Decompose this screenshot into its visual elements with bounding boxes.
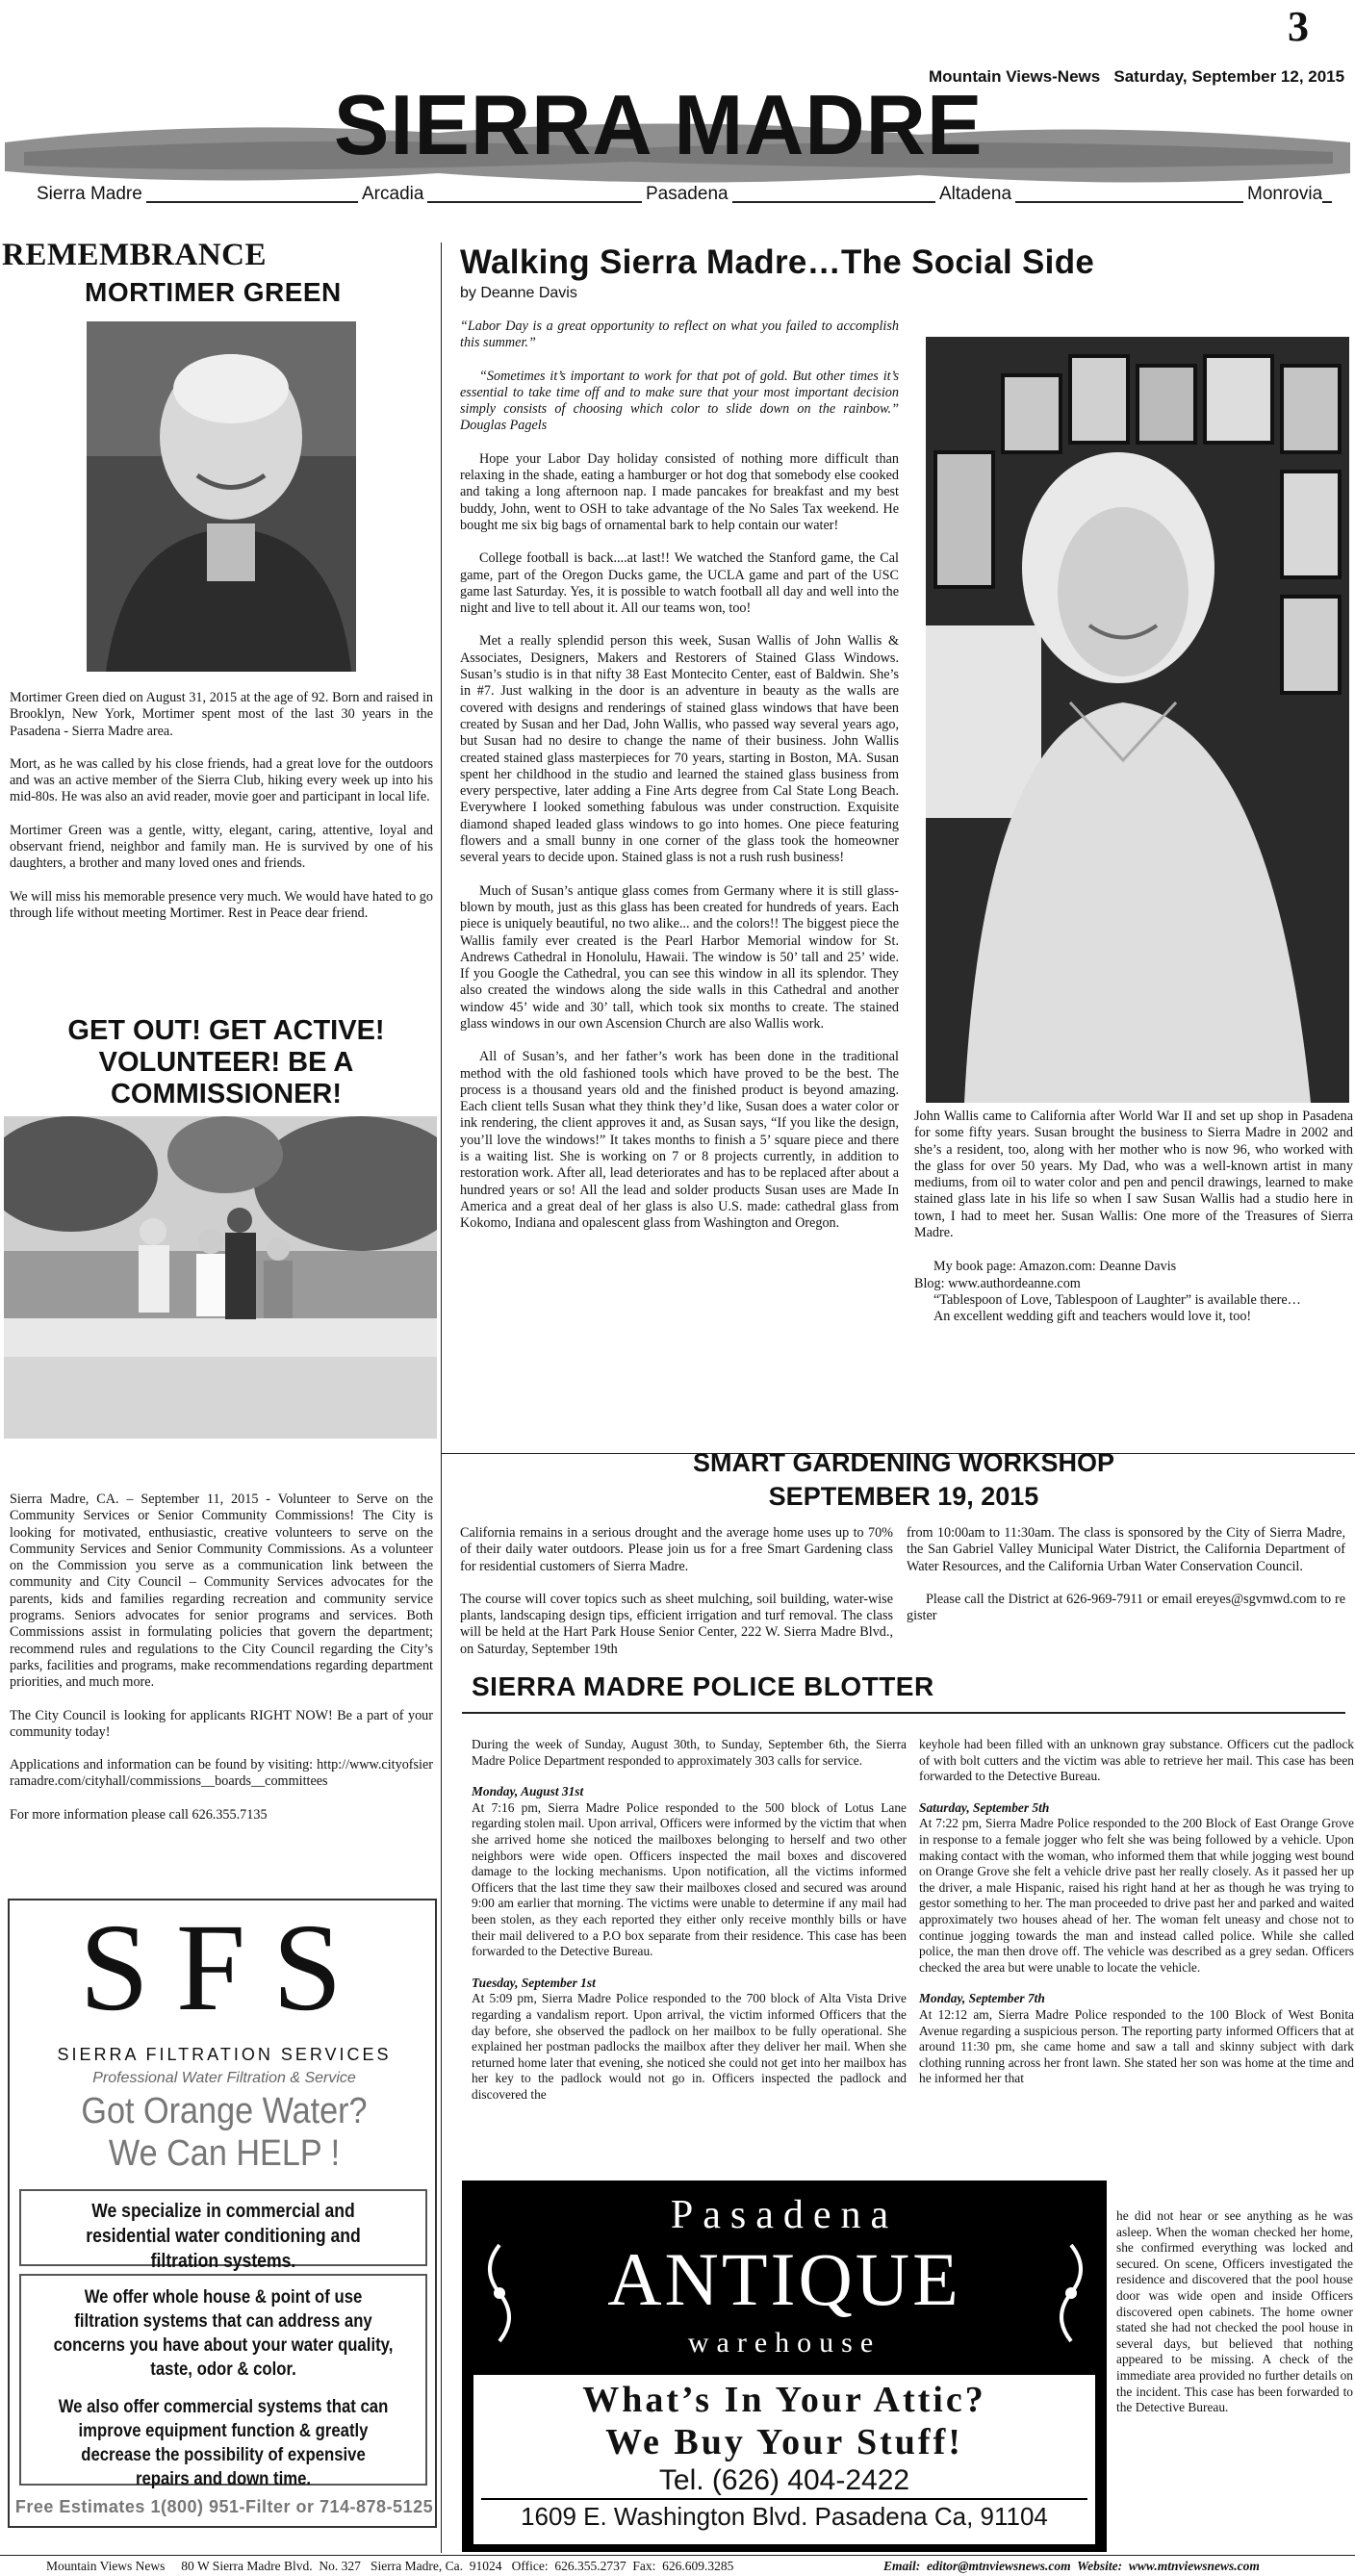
sfs-box-specialize — [19, 2189, 427, 2272]
sfs-commercial-text: We also offer commercial systems that can improve equipment function & greatly decrease the possibility of expensive repairs and down time. — [58, 2397, 389, 2489]
antique-attic: What’s In Your Attic? — [582, 2380, 986, 2420]
volunteer-paragraph: Sierra Madre, CA. – September 11, 2015 - Volunteer to Serve on the Community Services or Senior Community Commissions! The City is looking for motivated, enthusiastic, creative volunteers to serve on the Community Services and Senior Community Commissions. As a volunteer on the Commission you serve as a communication link between the community and City Council – Community Services advocates for the parents, kids and families regarding recreation and community service programs. Seniors advocates for senior programs and services. Both Commissions assist in formulating policies that govern the department; recommend rules and regulations to the City Council regarding the City’s parks, facilities and programs, make recommendations regarding department priorities, and much more. — [10, 1492, 433, 1691]
blotter-intro: During the week of Sunday, August 30th, to Sunday, September 6th, the Sierra Madre Police Department responded to approximately 303 calls for service. — [472, 1737, 907, 1768]
sfs-ad — [8, 1899, 437, 2528]
volunteer-headline: GET OUT! GET ACTIVE! VOLUNTEER! BE A COMMISSIONER! — [67, 1015, 385, 1109]
walking-paragraph: Hope your Labor Day holiday consisted of nothing more difficult than relaxing in the shade, eating a hamburger or hot dog that somebody else cooked and taking a long afternoon nap. I made pancakes for breakfast and my best buddy, John, went to OSH to take advantage of the No Sales Tax weekend. He bought me six big bags of ornamental bark to help contain our water! — [460, 450, 899, 533]
walking-body — [460, 319, 899, 1249]
blotter-day-tuesday: Tuesday, September 1st — [472, 1975, 596, 1990]
masthead-city-monrovia: Monrovia — [1243, 184, 1322, 205]
walking-paragraph: John Wallis came to California after World War II and set up shop in Pasadena for some fifty years. Susan brought the business to Sierra Madre in 2002 and she’s a resident, too, along with her mother who is now 96, who worked with the glass for over 50 years. My Dad, who was a well-known artist in many mediums, from oil to water color and pen and pencil drawings, learned to make stained glass late in his life so when I saw Susan Wallis had a studio here in town, I had to meet her. Susan Wallis: One more of the Treasures of Sierra Madre. — [914, 1109, 1353, 1241]
volunteer-paragraph: The City Council is looking for applicants RIGHT NOW! Be a part of your community today! — [10, 1707, 433, 1740]
masthead-title: SIERRA MADRE — [333, 77, 984, 172]
volunteer-paragraph: Applications and information can be found by visiting: http://www.cityofsierramadre.com/cityhall/commissions__boards__committees — [10, 1757, 433, 1790]
sfs-specialize-text: We specialize in commercial and residential water conditioning and filtration systems. — [86, 2201, 361, 2272]
masthead-city-arcadia: Arcadia — [358, 184, 427, 205]
sfs-logo: SFS — [79, 1899, 370, 2037]
gardening-col1 — [460, 1525, 893, 1674]
walking-title: Walking Sierra Madre…The Social Side — [460, 243, 1095, 281]
walking-paragraph: All of Susan’s, and her father’s work has been done in the traditional method with the old fashioned tools which have proved to be the best. The process is a thousand years old and the finished product is beyond amazing. Each client tells Susan what they think they’d like, Susan does a water color or ink rendering, the client approves it and, as Susan says, “If you like the design, you’ll love the windows!” It takes months to finish a 5’ square piece and there is a waiting list. She is working on 7 or 8 projects currently, in addition to restoration work. After all, lead deteriorates and has to be replaced after about a hundred years or so! All the lead and solder products Susan uses are Made In America and a great deal of her glass is also U.S. made: cathedral glass from Kokomo, Indiana and opalescent glass from Washington and Oregon. — [460, 1049, 899, 1232]
walking-tablespoon: “Tablespoon of Love, Tablespoon of Laughter” is available there… — [933, 1291, 1301, 1308]
remembrance-paragraph: Mortimer Green died on August 31, 2015 at the age of 92. Born and raised in Brooklyn, New York, Mortimer spent most of the last 30 years in the Pasadena - Sierra Madre area. — [10, 690, 433, 739]
sfs-we-can-help: We Can HELP ! — [108, 2133, 341, 2174]
column-divider-left-lower — [441, 1453, 442, 2553]
walking-quote: “Labor Day is a great opportunity to reflect on what you failed to accomplish this summer.” — [460, 319, 899, 351]
antique-ad — [462, 2181, 1107, 2552]
masthead-city-pasadena: Pasadena — [642, 184, 732, 205]
remembrance-paragraph: Mortimer Green was a gentle, witty, elegant, caring, attentive, loyal and observant friend, neighbor and family man. He is survived by one of his daughters, a brother and many loved ones and friends. — [10, 822, 433, 872]
blotter-entry: At 7:22 pm, Sierra Madre Police responded to the 200 Block of East Orange Grove in response to a female jogger who felt she was being followed by a vehicle. Upon making contact with the woman, who informed them that while jogging west bound on Orange Grove she felt a vehicle drive past her really closely. As it passed her up the driver, a male Hispanic, raised his right hand at her as though he was trying to gestor something to her. The man proceeded to drive past her and parked and waited approximately two houses ahead of her. The woman felt uneasy and chose not to continue jogging towards the man and instead called police. While she called police, the man then drove off. The vehicle was described as a grey sedan. Officers checked the area but were unable to locate the vehicle. — [919, 1816, 1354, 1975]
walking-blog: Blog: www.authordeanne.com — [914, 1275, 1081, 1291]
gardening-paragraph: Please call the District at 626-969-7911 or email ereyes@sgvmwd.com to register — [907, 1591, 1345, 1624]
antique-address: 1609 E. Washington Blvd. Pasadena Ca, 91104 — [481, 2498, 1087, 2533]
antique-warehouse: warehouse — [687, 2327, 882, 2359]
blotter-entry: he did not hear or see anything as he was asleep. When the woman checked her home, she confirmed everything was locked and secured. On scene, Officers investigated the residence and discovered that the pool house door was wide open and inside Officers discovered open cabinets. The home owner stated she had not checked the pool house in several days, but believed that nothing appeared to be missing. A check of the immediate area provided no further details on the incident. This case has been forwarded to the Detective Bureau. — [1116, 2208, 1353, 2415]
remembrance-paragraph: We will miss his memorable presence very much. We would have hated to go through life without meeting Mortimer. Rest in Peace dear friend. — [10, 888, 433, 921]
blotter-col2-wrap — [1116, 2208, 1353, 2416]
volunteer-photo — [4, 1116, 437, 1439]
dateline: Mountain Views-News Saturday, September 12, 2015 — [929, 67, 1345, 86]
gardening-paragraph: California remains in a serious drought and the average home uses up to 70% of their daily water outdoors. Please join us for a free Smart Gardening class for residential customers of Sierra Madre. — [460, 1525, 893, 1574]
blotter-col2 — [919, 1737, 1354, 2087]
sfs-company-name: SIERRA FILTRATION SERVICES — [57, 2045, 392, 2064]
volunteer-paragraph: For more information please call 626.355.7135 — [10, 1806, 268, 1823]
sfs-box-offer — [19, 2274, 427, 2489]
gardening-headline: SMART GARDENING WORKSHOP — [693, 1448, 1114, 1477]
remembrance-kicker: REMEMBRANCE — [2, 238, 267, 272]
walking-paragraph: Met a really splendid person this week, Susan Wallis of John Wallis & Associates, Designers, Makers and Restorers of Stained Glass Windows. Susan’s studio is in that nifty 38 East Montecito Center, east of Baldwin. She’s in #7. Just walking in the door is an adventure in beauty as the walls are covered with designs and renderings of stained glass windows that have been created by Susan and her Dad, John Wallis, who passed way several years ago, but Susan had no desire to change the name of their business. John Wallis created stained glass masterpieces for 70 years, starting in Boston, MA. Susan spent her childhood in the studio and learned the stained glass business from every perspective, later adding a Fine Arts degree from Cal State Long Beach. Everywhere I looked something fabulous was under construction. Exquisite diamond shaped leaded glass windows to go into homes. One piece featuring flowers and a small bunny in one corner of the glass took the homeowner several years to decide upon. Stained glass is not a rush rush business! — [460, 633, 899, 866]
sfs-orange-water: Got Orange Water? — [81, 2091, 368, 2131]
blotter-entry: At 7:16 pm, Sierra Madre Police responded to the 500 block of Lotus Lane regarding stolen mail. Upon arrival, Officers were informed by the victim that when she arrived home she noticed the mailboxes belonging to herself and two other neighbors were wide open. Officers inspected the mail boxes and discovered damage to the locking mechanisms. Upon notification, all the victims informed Officers that the last time they saw their mailboxes closed and secured was around 9:00 am earlier that morning. The victims were unable to determine if any mail had been stolen, as they each reported they either only receive monthly bills or have their mail delivered to a P.O box separate from their residence. This case has been forwarded to the Detective Bureau. — [472, 1799, 907, 1959]
sfs-free-estimates: Free Estimates 1(800) 951-Filter or 714-878-5125 — [14, 2497, 434, 2516]
walking-gift: An excellent wedding gift and teachers would love it, too! — [933, 1309, 1252, 1325]
column-divider-left — [441, 242, 442, 1457]
antique-title: ANTIQUE — [607, 2237, 961, 2321]
footer-email-website: Email: editor@mtnviewsnews.com Website: www.mtnviewsnews.com — [883, 2559, 1260, 2573]
antique-phone: Tel. (626) 404-2422 — [658, 2464, 910, 2496]
footer-rule — [0, 2555, 1355, 2556]
blotter-entry: At 5:09 pm, Sierra Madre Police responded to the 700 block of Alta Vista Drive regarding a vandalism report. Upon arrival, the victim informed Officers that the day before, she observed the padlock on her mailbox to be fully operational. She explained her postman padlocks the mailbox after they deliver her mail. When she returned home later that evening, she noticed she could not get into her mailbox has her key to the padlock would not go in. Officers inspected the padlock and discovered the — [472, 1991, 907, 2102]
antique-info-box — [473, 2375, 1095, 2544]
masthead-city-sierra-madre: Sierra Madre — [37, 184, 146, 205]
blotter-col1 — [472, 1737, 907, 2103]
remembrance-paragraph: Mort, as he was called by his close friends, had a great love for the outdoors and was an active member of the Sierra Club, hiking every week up into his mid-80s. He was also an avid reader, movie goer and participant in local life. — [10, 755, 433, 805]
antique-buy: We Buy Your Stuff! — [605, 2422, 963, 2462]
blotter-day-saturday: Saturday, September 5th — [919, 1799, 1050, 1815]
blotter-day-monday-sept7: Monday, September 7th — [919, 1991, 1045, 2006]
gardening-date: SEPTEMBER 19, 2015 — [768, 1482, 1039, 1511]
blotter-title: SIERRA MADRE POLICE BLOTTER — [472, 1671, 934, 1701]
volunteer-body — [10, 1492, 433, 1840]
antique-pasadena: Pasadena — [670, 2193, 899, 2237]
walking-quote: “Sometimes it’s important to work for that pot of gold. But other times it’s essential to take time off and to make sure that your most important decision simply consists of choosing which color to slide down on the rainbow.” Douglas Pagels — [460, 368, 899, 434]
walking-paragraph: Much of Susan’s antique glass comes from Germany where it is still glass-blown by mouth, just as this glass has been created for hundreds of years. Each piece is uniquely beautiful, no two alike... and the colors!! The biggest piece the Wallis family ever created is the Pearl Harbor Memorial window for St. Andrews Cathedral in Honolulu, Hawaii. The window is 50’ tall and 25’ wide. If you Google the Cathedral, you can see this window in all its splendor. They also created the windows along the side walls in this Cathedral and another window 45’ wide and 30’ tall, which took six months to create. The stained glass windows in our own Ascension Church are also Wallis work. — [460, 882, 899, 1032]
walking-book-page: My book page: Amazon.com: Deanne Davis — [933, 1259, 1177, 1275]
blotter-day-monday: Monday, August 31st — [472, 1784, 584, 1799]
mortimer-green-photo — [87, 321, 356, 672]
sfs-offer-text: We offer whole house & point of use filtration systems that can address any concerns you have about your water quality, taste, odor & color. — [53, 2287, 394, 2380]
gardening-col2 — [907, 1525, 1345, 1641]
blotter-entry: keyhole had been filled with an unknown gray substance. Officers cut the padlock of with bolt cutters and the victim was able to retrieve her mail. This case has been forwarded to the Detective Bureau. — [919, 1737, 1354, 1784]
walking-paragraph: College football is back....at last!! We watched the Stanford game, the Cal game, part of the Oregon Ducks game, the UCLA game and part of the USC game last Saturday. Yes, it is possible to watch football all day and well into the night and live to tell about it. All our teams won, too! — [460, 550, 899, 617]
susan-wallis-photo — [926, 337, 1349, 1103]
page-number: 3 — [1288, 3, 1309, 50]
sfs-tagline: Professional Water Filtration & Service — [92, 2070, 356, 2086]
remembrance-name: MORTIMER GREEN — [85, 277, 342, 307]
blotter-title-rule — [462, 1712, 1345, 1714]
gardening-paragraph: The course will cover topics such as sheet mulching, soil building, water-wise plants, landscaping design tips, efficient irrigation and turf removal. The class will be held at the Hart Park House Senior Center, 222 W. Sierra Madre Blvd., on Saturday, September 19th — [460, 1591, 893, 1657]
walking-byline: by Deanne Davis — [460, 285, 577, 301]
gardening-paragraph: from 10:00am to 11:30am. The class is sponsored by the City of Sierra Madre, the San Gabriel Valley Municipal Water District, the California Department of Water Resources, and the California Urban Water Conservation Council. — [907, 1525, 1345, 1574]
blotter-entry: At 12:12 am, Sierra Madre Police responded to the 100 Block of West Bonita Avenue regarding a suspicious person. The reporting party informed Officers that at around 11:30 pm, she came home and saw a tall and skinny subject with dark clothing running across her front lawn. She stated her son was home at the time and he informed her that — [919, 2006, 1354, 2086]
footer-contact: Mountain Views News 80 W Sierra Madre Blvd. No. 327 Sierra Madre, Ca. 91024 Office: 626.355.2737 Fax: 626.609.3285 — [46, 2559, 734, 2573]
remembrance-body — [10, 690, 433, 938]
masthead-city-altadena: Altadena — [935, 184, 1015, 205]
walking-right-column — [914, 1109, 1353, 1326]
